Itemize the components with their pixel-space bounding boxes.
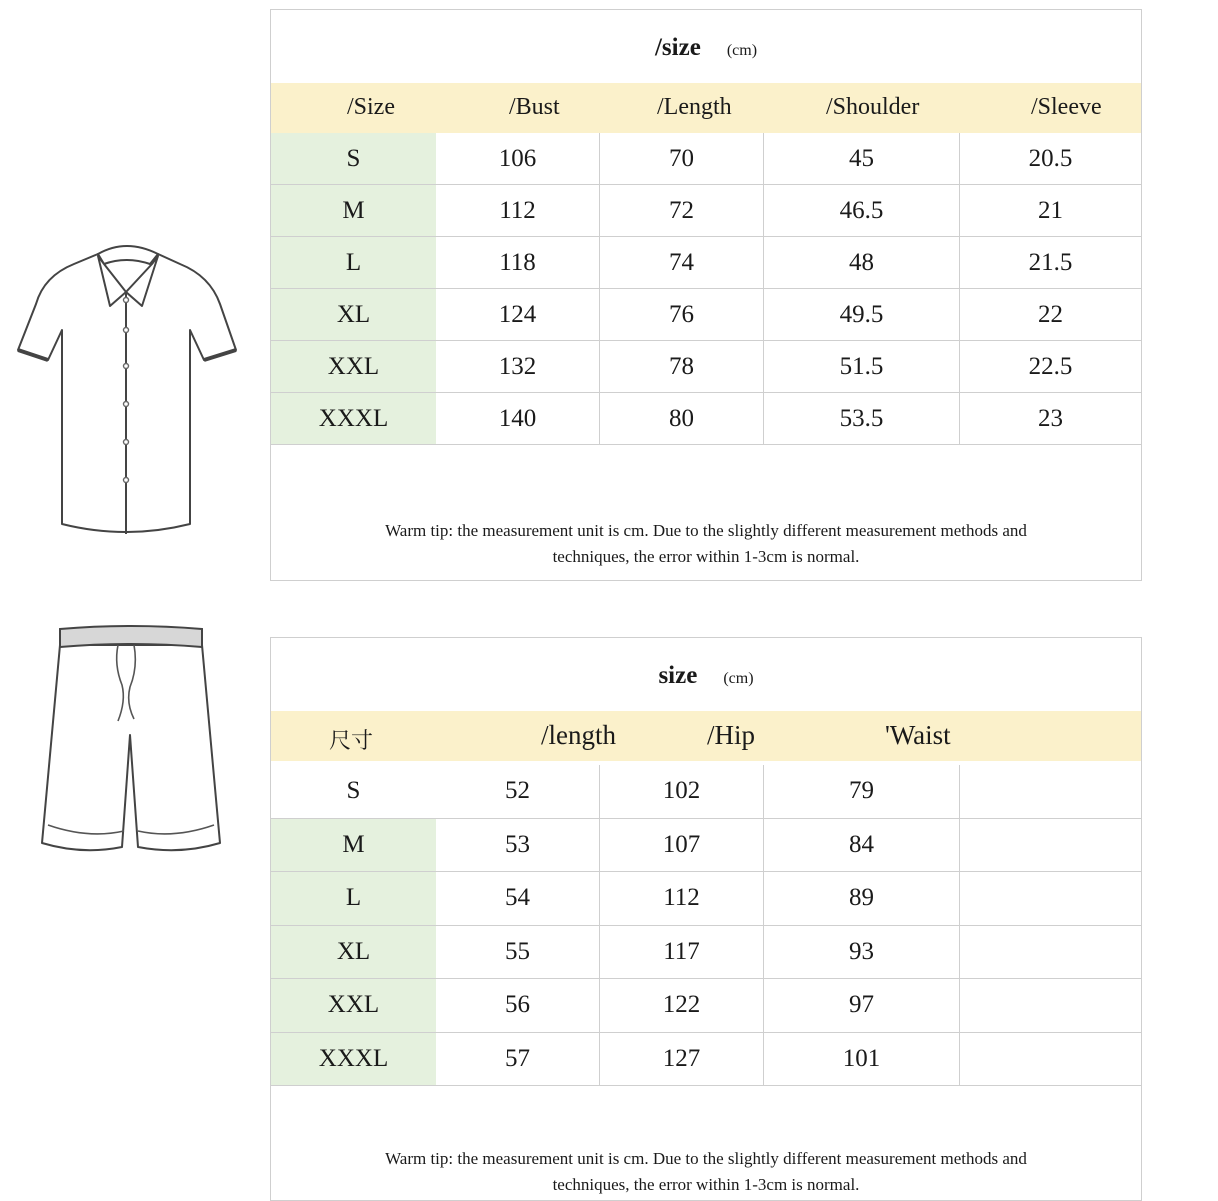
bust-cell: 132	[436, 341, 600, 393]
table-row	[271, 872, 1141, 926]
bust-cell: 140	[436, 393, 600, 445]
header-length: /Length	[657, 94, 732, 120]
sleeve-cell: 23	[960, 393, 1141, 445]
bust-cell: 112	[436, 185, 600, 237]
hip-cell: 112	[600, 872, 764, 926]
shoulder-cell: 46.5	[764, 185, 960, 237]
empty-cell	[960, 979, 1141, 1033]
bust-cell: 106	[436, 133, 600, 185]
sleeve-cell: 21.5	[960, 237, 1141, 289]
length-cell: 57	[436, 1033, 600, 1087]
empty-cell	[960, 872, 1141, 926]
warm-tip	[271, 518, 1141, 570]
header-waist: 'Waist	[885, 720, 951, 750]
length-cell: 52	[436, 765, 600, 819]
shorts-illustration	[34, 625, 228, 857]
size-cell: L	[271, 872, 436, 926]
size-cell: XL	[271, 926, 436, 980]
waist-cell: 79	[764, 765, 960, 819]
bust-cell: 118	[436, 237, 600, 289]
warm-tip-line-2: techniques, the error within 1-3cm is normal.	[552, 547, 860, 566]
length-cell: 53	[436, 819, 600, 873]
waist-cell: 84	[764, 819, 960, 873]
hip-cell: 102	[600, 765, 764, 819]
length-cell: 70	[600, 133, 764, 185]
table-row	[271, 1033, 1141, 1087]
header-hip: /Hip	[707, 720, 756, 750]
length-cell: 80	[600, 393, 764, 445]
chart-title	[271, 34, 1141, 62]
table-row	[271, 393, 1141, 445]
waist-cell: 89	[764, 872, 960, 926]
header-bust: /Bust	[509, 94, 560, 120]
length-cell: 72	[600, 185, 764, 237]
empty-cell	[960, 926, 1141, 980]
hip-cell: 107	[600, 819, 764, 873]
size-cell: XL	[271, 289, 436, 341]
header-size: /Size	[347, 94, 395, 120]
table-row	[271, 185, 1141, 237]
table-row	[271, 926, 1141, 980]
table-row	[271, 765, 1141, 819]
warm-tip-line-1: Warm tip: the measurement unit is cm. Due to the slightly different measurement methods and	[385, 521, 1027, 540]
chart-title-text: /size	[654, 34, 701, 61]
length-cell: 78	[600, 341, 764, 393]
waist-cell: 97	[764, 979, 960, 1033]
hip-cell: 127	[600, 1033, 764, 1087]
length-cell: 55	[436, 926, 600, 980]
length-cell: 54	[436, 872, 600, 926]
warm-tip	[271, 1146, 1141, 1198]
length-cell: 56	[436, 979, 600, 1033]
table-body	[271, 133, 1141, 445]
unit-label: (cm)	[723, 670, 754, 687]
shorts-size-chart	[270, 637, 1142, 1201]
sleeve-cell: 20.5	[960, 133, 1141, 185]
header-sleeve: /Sleeve	[1031, 94, 1102, 120]
table-row	[271, 289, 1141, 341]
hip-cell: 122	[600, 979, 764, 1033]
table-row	[271, 133, 1141, 185]
table-header	[271, 711, 1141, 761]
shoulder-cell: 53.5	[764, 393, 960, 445]
header-shoulder: /Shoulder	[826, 94, 920, 120]
hip-cell: 117	[600, 926, 764, 980]
unit-label: (cm)	[726, 42, 758, 59]
length-cell: 76	[600, 289, 764, 341]
size-cell: M	[271, 819, 436, 873]
sleeve-cell: 22.5	[960, 341, 1141, 393]
header-length: /length	[541, 720, 616, 750]
shoulder-cell: 48	[764, 237, 960, 289]
size-cell: XXL	[271, 341, 436, 393]
size-cell: XXXL	[271, 393, 436, 445]
warm-tip-line-1: Warm tip: the measurement unit is cm. Due to the slightly different measurement methods and	[385, 1149, 1027, 1168]
warm-tip-line-2: techniques, the error within 1-3cm is normal.	[552, 1175, 860, 1194]
waist-cell: 93	[764, 926, 960, 980]
sleeve-cell: 22	[960, 289, 1141, 341]
table-row	[271, 979, 1141, 1033]
bust-cell: 124	[436, 289, 600, 341]
shirt-illustration	[14, 234, 246, 544]
empty-cell	[960, 819, 1141, 873]
table-row	[271, 819, 1141, 873]
size-cell: S	[271, 765, 436, 819]
size-cell: S	[271, 133, 436, 185]
length-cell: 74	[600, 237, 764, 289]
table-header	[271, 83, 1141, 133]
empty-cell	[960, 765, 1141, 819]
waist-cell: 101	[764, 1033, 960, 1087]
empty-cell	[960, 1033, 1141, 1087]
table-row	[271, 341, 1141, 393]
size-cell: L	[271, 237, 436, 289]
shoulder-cell: 49.5	[764, 289, 960, 341]
chart-title-text: size	[658, 662, 698, 689]
shoulder-cell: 51.5	[764, 341, 960, 393]
size-cell: M	[271, 185, 436, 237]
sleeve-cell: 21	[960, 185, 1141, 237]
shirt-size-chart	[270, 9, 1142, 581]
size-cell: XXL	[271, 979, 436, 1033]
header-size: 尺寸	[329, 729, 374, 754]
table-row	[271, 237, 1141, 289]
chart-title	[271, 662, 1141, 690]
shoulder-cell: 45	[764, 133, 960, 185]
size-cell: XXXL	[271, 1033, 436, 1087]
table-body	[271, 765, 1141, 1086]
